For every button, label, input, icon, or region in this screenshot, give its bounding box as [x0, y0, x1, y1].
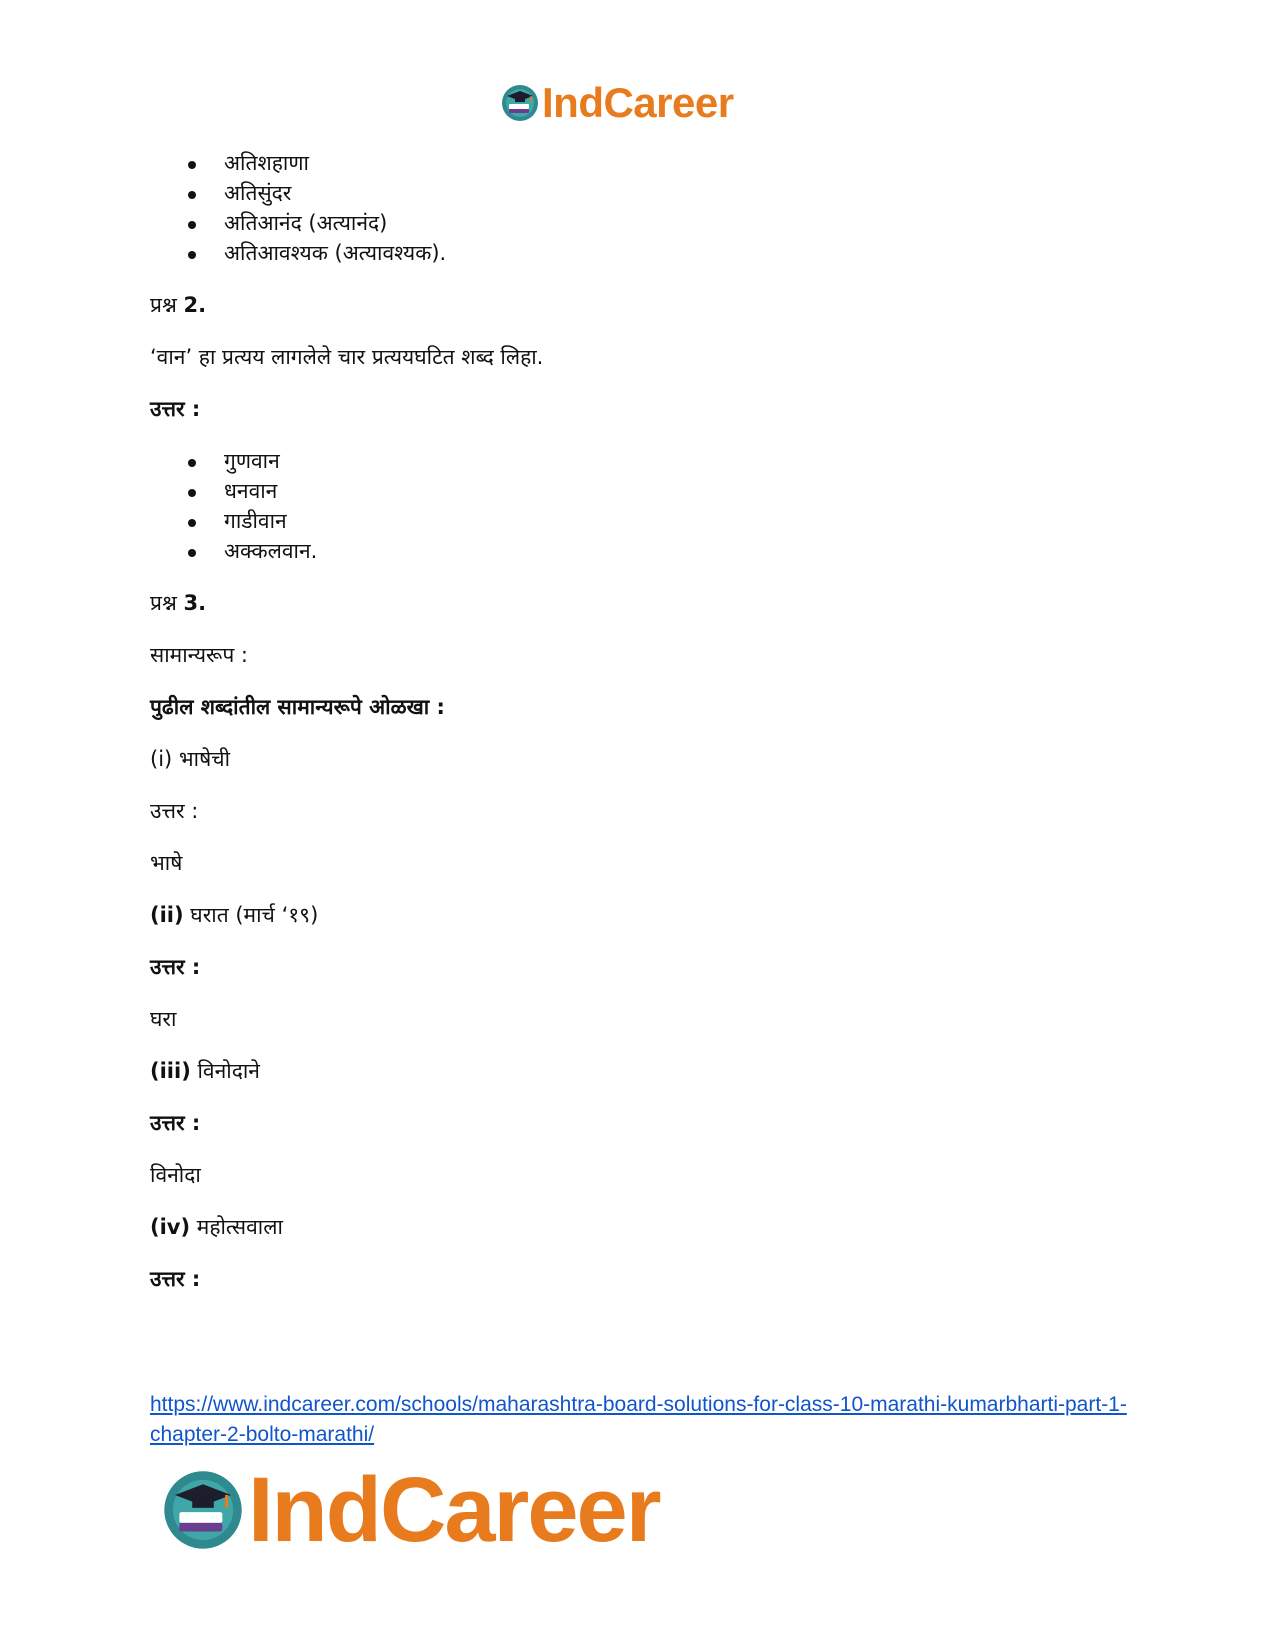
- sub-question-word: भाषेची: [178, 747, 231, 771]
- list-item: गाडीवान: [150, 506, 1150, 536]
- sub-question-i: [150, 744, 1150, 774]
- question-2-heading: [150, 290, 1150, 320]
- list-item: गुणवान: [150, 446, 1150, 476]
- sub-question-ii: [150, 900, 1150, 930]
- question-number: 2.: [183, 293, 207, 317]
- list-item: अक्कलवान.: [150, 536, 1150, 566]
- answer-label: उत्तर :: [150, 955, 201, 979]
- header-logo-text: IndCareer: [542, 79, 734, 126]
- answer-label: उत्तर :: [150, 1111, 201, 1135]
- sub-question-number: (iii): [150, 1059, 191, 1083]
- answer-text: घरा: [150, 1007, 177, 1031]
- footer-logo-text: IndCareer: [248, 1458, 660, 1561]
- graduation-book-icon: [160, 1467, 246, 1553]
- question-2-text: ‘वान’ हा प्रत्यय लागलेले चार प्रत्ययघटित शब्द लिहा.: [150, 345, 544, 369]
- graduation-book-icon: [500, 83, 540, 123]
- answer-text: भाषे: [150, 851, 183, 875]
- sub-question-number: (iv): [150, 1215, 191, 1239]
- list-item: धनवान: [150, 476, 1150, 506]
- list-item: अतिआवश्यक (अत्यावश्यक).: [150, 238, 1150, 268]
- header-logo: [500, 78, 734, 128]
- sub-question-iii: [150, 1056, 1150, 1086]
- list-item: अतिशहाणा: [150, 148, 1150, 178]
- sub-question-number: (i): [150, 747, 173, 771]
- question-3-heading: [150, 588, 1150, 618]
- list-item: अतिआनंद (अत्यानंद): [150, 208, 1150, 238]
- sub-question-word: महोत्सवाला: [196, 1215, 283, 1239]
- question-3-topic: सामान्यरूप :: [150, 643, 249, 667]
- answer-label: उत्तर :: [150, 1267, 201, 1291]
- word-list-ati: [150, 148, 1150, 268]
- answer-label: उत्तर :: [150, 397, 201, 421]
- sub-question-number: (ii): [150, 903, 184, 927]
- answer-text: विनोदा: [150, 1163, 201, 1187]
- page-content: [150, 148, 1150, 1294]
- word-list-vaan: [150, 446, 1150, 566]
- question-label: प्रश्न: [150, 293, 177, 317]
- sub-question-iv: [150, 1212, 1150, 1242]
- footer-logo: [160, 1458, 660, 1561]
- question-number: 3.: [183, 591, 207, 615]
- sub-question-word: विनोदाने: [197, 1059, 260, 1083]
- question-label: प्रश्न: [150, 591, 177, 615]
- list-item: अतिसुंदर: [150, 178, 1150, 208]
- sub-question-word: घरात (मार्च ‘१९): [190, 903, 319, 927]
- source-url-link[interactable]: https://www.indcareer.com/schools/maharashtra-board-solutions-for-class-10-marathi-kumarbharti-part-1-chapter-2-bolto-marathi/: [150, 1393, 1127, 1446]
- question-3-instruction: पुढील शब्दांतील सामान्यरूपे ओळखा :: [150, 695, 445, 719]
- answer-label: उत्तर :: [150, 799, 199, 823]
